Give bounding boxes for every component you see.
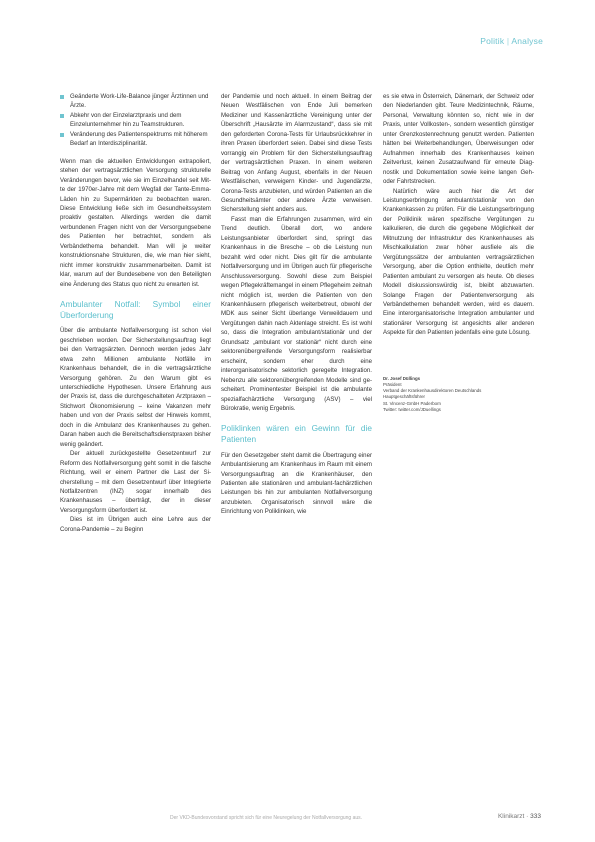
text-column-1	[60, 92, 211, 534]
bullet-item: Abkehr von der Einzelarztpraxis und dem Einzelunternehmer hin zu Teamstrukturen.	[60, 111, 211, 130]
paragraph: Fasst man die Erfahrungen zusammen, wird ein Trend deutlich. Überall dort, wo andere Leistungsanbieter überfordert sind, springt das Krankenhaus in die Bresche – ob die Leistung nun bezahlt wird oder nicht. Dies gilt für die ambulante Notfallversorgung und im Übrigen auch für pflegerische Anschlussversorgung. Sowohl diese zum Beispiel wegen Pflegekräftemangel in einem Pflegeheim zeitnah nicht möglich ist, werden die Patienten von den Krankenhäusern pflegerisch weiterbetreut, obwohl der MDK aus seiner Sicht überlange Verweildauern und Vergütungen dahin nach Aktenlage streicht. Es ist wohl so, dass die Integration ambulant/stationär und der Grundsatz „ambulant vor stationär“ nicht durch eine sektorenübergreifende Versorgungsform realisierbar erscheint, sondern eher durch eine interorganisatorische sektorlich geregelte Integration. Nebenzu alle sektorenübergreifenden Modelle sind gescheitert. Prominentester Beispiel ist die ambulante spezialfachärztliche Versorgung (ASV) – viel Bürokratie, wenig Ergebnis.	[221, 215, 372, 412]
author-name: Dr. Josef Düllings	[383, 375, 421, 381]
bullet-list	[60, 92, 211, 149]
author-line: St. Vincenz-GmbH Paderborn	[383, 400, 441, 406]
paragraph: Natürlich wäre auch hier die Art der Leistungserbringung ambulant/stationär von den Krankenkassen zu prüfen. Für die Leistungserbringung der Poliklinik wären spezifische Vergütungen zu kalkulieren, die durch die gegebene Möglichkeit der Mitnutzung der Infrastruktur des Krankenhauses als Mischkalkulation zwar höher ausfiele als die Vergütungssätze der ambulanten vertragsärztlichen Versorgung, aber die Option enthielte, deutlich mehr Patienten ambulant zu versorgen als heute. Ob dieses Modell diskussionswürdig ist, bleibt abzuwarten. Solange Fragen der Patientenversorgung als Verbändethemen behandelt werden, wird es dauern. Eine interorganisatorische Integration ambulanter und stationärer Versorgung ist angesichts aller anderen Aspekte für den Patienten jedenfalls eine gute Lösung.	[383, 187, 534, 337]
author-line: Präsident	[383, 381, 402, 387]
page-number: 333	[530, 813, 541, 820]
author-line: Verband der Krankenhausdirektoren Deutschlands	[383, 388, 482, 394]
bullet-item: Veränderung des Patientenspektrums mit höherem Bedarf an Interdisziplinarität.	[60, 130, 211, 149]
footer-note: Der VKD-Bundesvorstand spricht sich für eine Neuregelung der Notfallversorgung aus.	[170, 815, 363, 821]
bullet-item: Geänderte Work-Life-Balance jünger Ärztinnen und Ärzte.	[60, 92, 211, 111]
footer-separator: ·	[526, 813, 529, 820]
category-label: Analyse	[511, 36, 543, 46]
paragraph: der Pandemie und noch aktuell. In einem Beitrag der Neuen Westfälischen von Ende Juli bemerken Mediziner und Kassenärztliche Vereinigung unter der Überschrift „Hausärzte im Alarmzustand“, dass sie mit den geforderten Corona-Tests für Urlaubsrückkehrer in ihren Praxen überfordert seien. Dabei sind diese Tests vorrangig ein Problem für den Sicherstellungsauftrag der vertragsärztlichen Praxen. In einem weiteren Beitrag von Anfang August, ebenfalls in der Neuen Westfälischen, verweigern Kinder- und Jugendärzte, Corona-Tests anzubieten, und würden Patienten an die Gesundheitsämter oder andere Ärzte verweisen. Sicherstellung sieht anders aus.	[221, 93, 372, 214]
paragraph: Der aktuell zurückgestellte Gesetzentwurf zur Reform des Notfallversorgung geht somit in die falsche Richtung, weil er einem Partner die Last der Sicherstellung – mit dem Gesetzentwurf über Integrierte Notfallzentren (INZ) sogar innerhalb des Krankenhauses – überträgt, der in dieser Versorgungsform überfordert ist.	[60, 450, 211, 514]
subheading: Ambulanter Notfall: Symbol einer Überforderung	[60, 299, 211, 320]
section-label: Politik	[480, 36, 505, 46]
text-column-2	[221, 92, 372, 517]
paragraph: Dies ist im Übrigen auch eine Lehre aus der Corona-Pandemie – zu Beginn	[60, 516, 211, 533]
paragraph: Über die ambulante Notfallversorgung ist schon viel geschrieben worden. Der Sicherstellungsauftrag liegt bei den Vertragsärzten. Dennoch werden jedes Jahr etwa zehn Millionen ambulante Notfälle im Krankenhaus behandelt, die in die vertragsärztliche Versorgung gehören. Zu den Warum gibt es unterschiedliche Hypothesen. Unsere Erfahrung aus der Praxis ist, dass die durchgeschalteten Arztpraxen – Stichwort Ökonomisierung – keine Vakanzen mehr haben und von der Praxis selbst der Hinweis kommt, doch in die Ambulanz des Krankenhauses zu gehen. Daran haben auch die Bereitschaftsdienstpraxen bisher wenig geändert.	[60, 327, 211, 448]
author-info	[383, 376, 534, 413]
author-line: Hauptgeschäftsführer	[383, 394, 425, 400]
footer-journal	[498, 813, 541, 820]
text-column-3	[383, 92, 534, 413]
section-header	[480, 36, 543, 46]
header-separator: |	[506, 36, 510, 46]
journal-name: Klinikarzt	[497, 813, 525, 820]
subheading: Poliklinken wären ein Gewinn für die Patienten	[221, 423, 372, 444]
paragraph: Wenn man die aktuellen Entwicklungen extrapoliert, stehen der vertragsärztlichen Versorgung strukturelle Veränderungen bevor, wie sie im Einzelhandel seit Mitte der 1970er-Jahre mit dem Wegfall der Tante-Emma-Läden hin zu Supermärkten zu beobachten waren. Diese Entwicklung ließe sich im Gesundheitssystem proaktiv gestalten. Allerdings werden die damit verbundenen Fragen nicht von der Versorgungsebene des Patienten her betrachtet, sondern als Verbändethema behandelt. Man will je weiter konstruktionsnahe Strukturen, die, wie man hier sieht, nicht immer konstruktiv zusammenarbeiten. Damit ist klar, warum auf der Bundesebene von den Beteiligten eine Änderung des Status quo nicht zu erwarten ist.	[60, 157, 211, 288]
paragraph: Für den Gesetzgeber steht damit die Übertragung einer Ambulantisierung am Krankenhaus im Raum mit einem Versorgungsauftrag an die Krankenhäuser, den Patienten alle stationären und ambulant-fachärztlichen Leistungen bis hin zur ambulanten Notfallversorgung anzubieten. Organisatorisch sinnvoll wäre die Einrichtung von Poliklinken, wie	[221, 451, 372, 516]
author-line: Twitter: twitter.com/JDuellings	[383, 406, 441, 412]
paragraph: es sie etwa in Österreich, Dänemark, der Schweiz oder den Niederlanden gibt. Teure Medizintechnik, Räume, Personal, Verwaltung könnten so, nicht wie in der Praxis, unter Vollkosten-, sondern wesentlich günstiger unter Grenzkostenrechnung genutzt werden. Patienten hätten bei Weiterbehandlungen, Überweisungen oder Aufnahmen innerhalb des Krankenhauses keinen Zeitverlust, keinen Zusatzaufwand für erneute Diagnostik und Dokumentation sowie keine langen Geh- oder Fahrtstrecken.	[383, 93, 534, 186]
